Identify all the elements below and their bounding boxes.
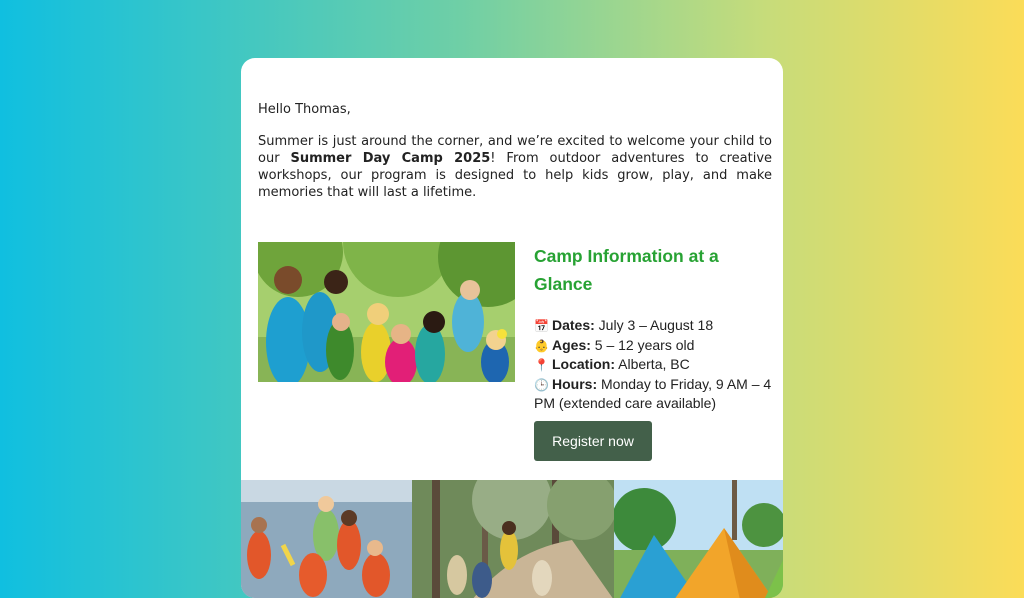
info-value: Alberta, BC bbox=[615, 356, 690, 372]
info-label: Ages: bbox=[552, 336, 591, 353]
gallery-photo-forest-hike bbox=[412, 480, 614, 598]
clock-icon: 🕒 bbox=[534, 377, 549, 392]
intro-text-start: Summer is just around the corner, and we’re excited to welcome your child to our bbox=[258, 134, 772, 166]
info-title: Camp Information at a Glance bbox=[534, 246, 719, 294]
child-icon: 👶 bbox=[534, 338, 549, 353]
gallery-photo-tents bbox=[614, 480, 783, 598]
photo-gallery bbox=[241, 480, 783, 598]
info-label: Location: bbox=[552, 356, 615, 372]
hero-photo-kids-playing bbox=[258, 242, 515, 382]
info-value: Monday to Friday, 9 AM – 4 PM (extended care available) bbox=[534, 375, 772, 411]
gallery-photo-lake-kids bbox=[241, 480, 412, 598]
info-item-location bbox=[534, 355, 774, 375]
forest-hike-illustration bbox=[412, 480, 614, 598]
info-item-ages bbox=[534, 336, 774, 356]
info-value: 5 – 12 years old bbox=[590, 336, 695, 353]
info-value: July 3 – August 18 bbox=[594, 317, 714, 333]
intro-text-end: ! From outdoor adventures to creative workshops, our program is designed to help kids grow, play, and make memories that will last a lifetime. bbox=[258, 151, 773, 200]
info-list bbox=[534, 316, 774, 413]
email-card bbox=[241, 58, 783, 598]
register-button[interactable]: Register now bbox=[534, 421, 652, 461]
intro-paragraph bbox=[258, 133, 772, 201]
calendar-icon: 📅 bbox=[534, 319, 549, 333]
lake-kids-illustration bbox=[241, 480, 412, 598]
info-label: Dates: bbox=[552, 317, 595, 333]
pin-icon: 📍 bbox=[534, 358, 549, 372]
camp-name: Summer Day Camp 2025 bbox=[290, 151, 491, 166]
info-label: Hours: bbox=[552, 375, 598, 392]
tents-illustration bbox=[614, 480, 783, 598]
info-item-dates bbox=[534, 316, 774, 336]
greeting-text: Hello Thomas, bbox=[258, 102, 351, 117]
hero-illustration bbox=[258, 242, 515, 382]
info-item-hours bbox=[534, 375, 774, 413]
